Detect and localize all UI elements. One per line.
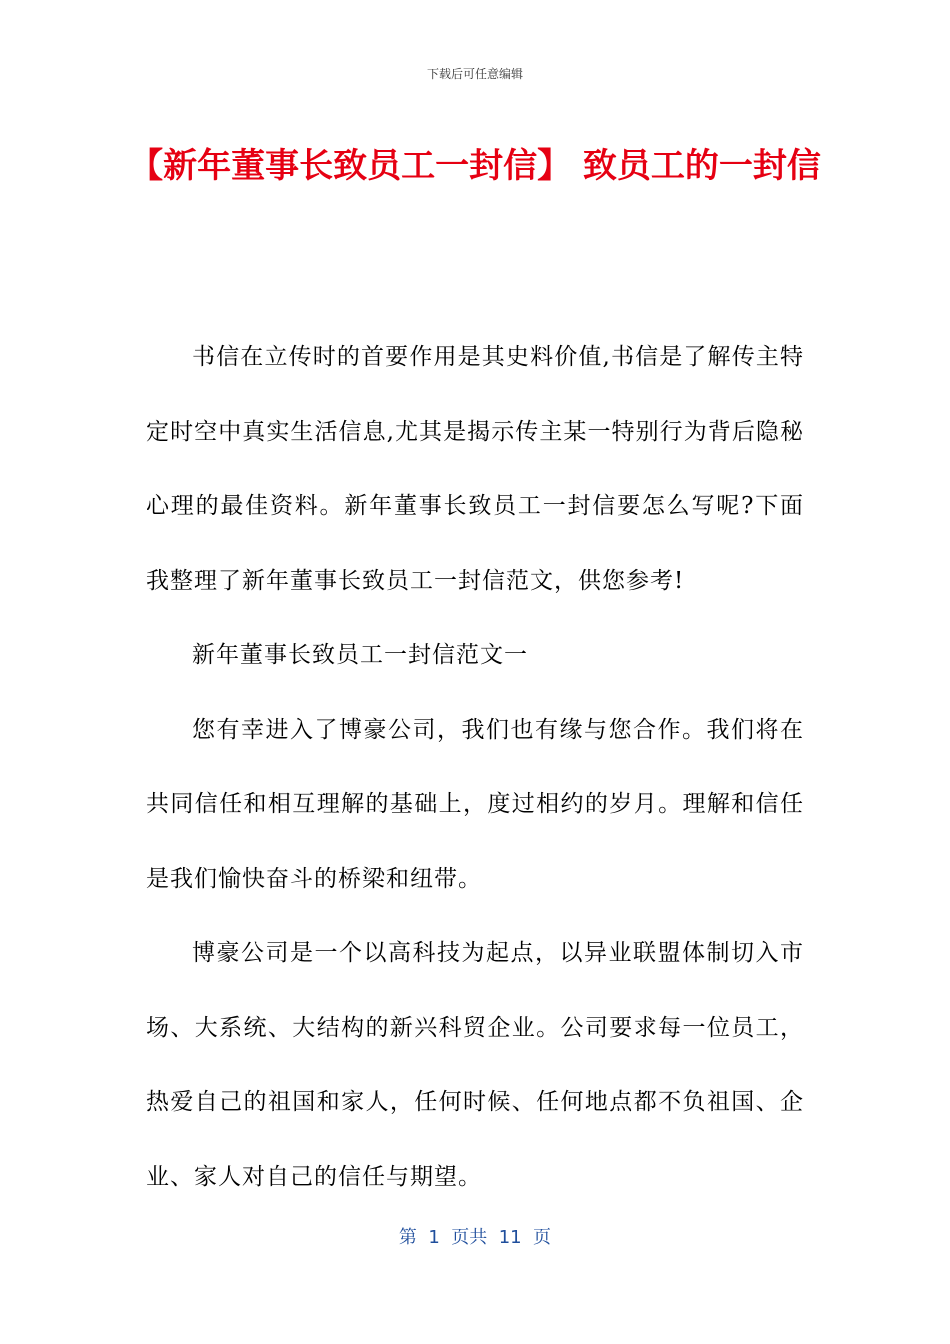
paragraph-welcome: 您有幸进入了博豪公司，我们也有缘与您合作。我们将在共同信任和相互理解的基础上，度过相约的岁月。理解和信任是我们愉快奋斗的桥梁和纽带。 xyxy=(146,716,804,892)
page-header-note: 下载后可任意编辑 xyxy=(426,67,523,81)
paragraph-heading-sample-one: 新年董事长致员工一封信范文一 xyxy=(192,642,528,668)
paragraph-company: 博豪公司是一个以高科技为起点，以异业联盟体制切入市场、大系统、大结构的新兴科贸企业。公司要求每一位员工，热爱自己的祖国和家人，任何时候、任何地点都不负祖国、企业、家人对自己的信任与期望。 xyxy=(146,940,804,1190)
page-number: 第 1 页共 11 页 xyxy=(398,1227,552,1248)
paragraph-intro: 书信在立传时的首要作用是其史料价值,书信是了解传主特定时空中真实生活信息,尤其是揭示传主某一特别行为背后隐秘心理的最佳资料。新年董事长致员工一封信要怎么写呢?下面我整理了新年董事长致员工一封信范文，供您参考! xyxy=(146,344,804,594)
document-body xyxy=(146,320,804,1214)
document-title: 【新年董事长致员工一封信】 致员工的一封信 xyxy=(129,146,821,186)
